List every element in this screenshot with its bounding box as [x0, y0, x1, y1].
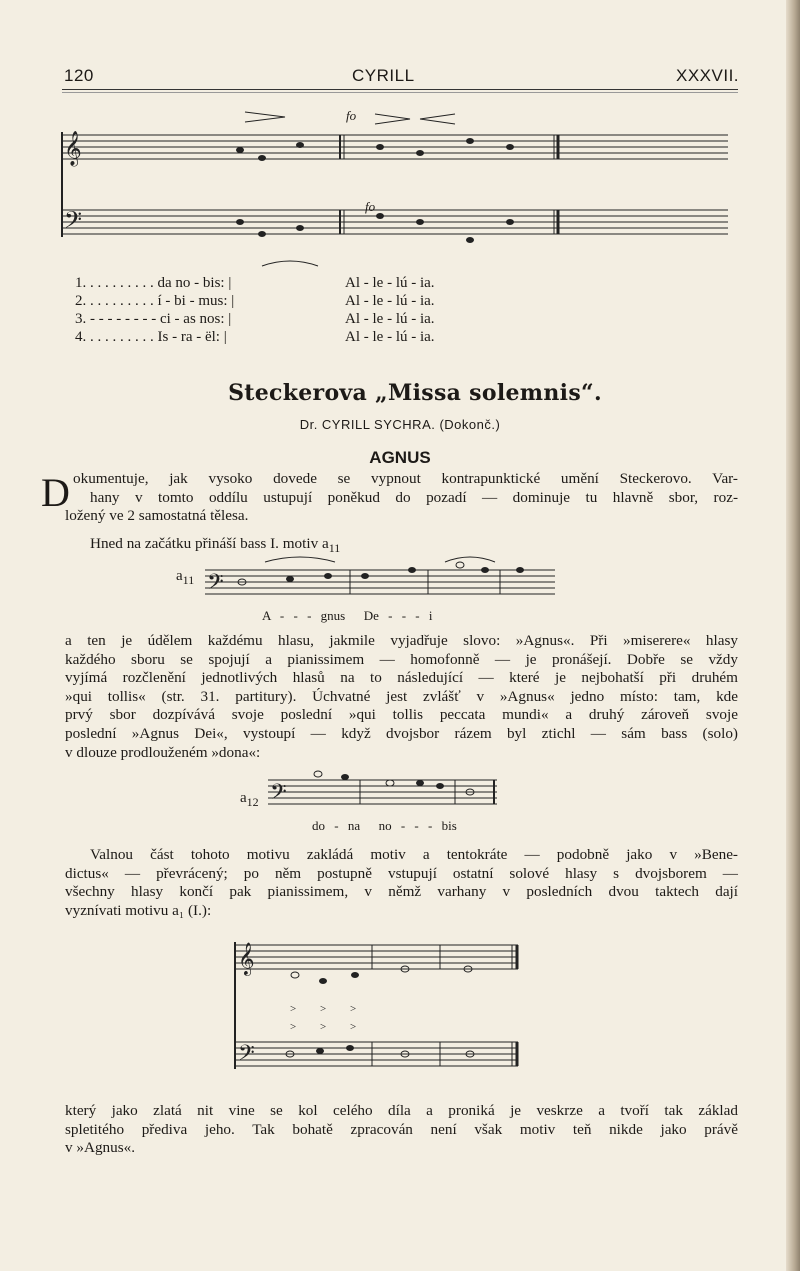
svg-text:>: >	[290, 1021, 297, 1033]
svg-text:𝄢: 𝄢	[270, 780, 287, 809]
verse-line-2: 2. . . . . . . . . . í - bi - mus: |	[75, 293, 235, 309]
verse-response-4: Al - le - lú - ia.	[345, 329, 435, 345]
verse-response-3: Al - le - lú - ia.	[345, 311, 435, 327]
text-line: všechny hlasy končí pak pianissimem, v němž varhany v posledních dvou taktech dají	[65, 883, 738, 901]
verse-line-3: 3. - - - - - - - - ci - as nos: |	[75, 311, 232, 327]
text-line: prvý sbor dozpívává svoje poslední »qui tollis peccata mundi« a druhý zároveň svoje	[65, 706, 738, 724]
text-line: Valnou část tohoto motivu zakládá motiv a tentokráte — podobně jako v »Bene-	[90, 846, 738, 863]
svg-text:>: >	[350, 1003, 357, 1015]
text-line: ložený ve 2 samostatná tělesa.	[65, 507, 249, 525]
text-line: který jako zlatá nit vine se kol celého díla a proniká je veskrze a tvoří tak základ	[65, 1102, 738, 1119]
svg-text:𝄢: 𝄢	[207, 570, 224, 599]
text-line: okumentuje, jak vysoko dovede se vypnout kontrapunktické umění Steckerovo. Var-	[73, 470, 738, 487]
page-number: 120	[64, 66, 94, 85]
article-title: Steckerova „Missa solemnis“.	[228, 380, 602, 406]
example-label-a11: $a_{11}$	[176, 568, 195, 587]
subscript: 11	[328, 541, 341, 556]
verse-response-2: Al - le - lú - ia.	[345, 293, 435, 309]
text-line: spletitého přediva jeho. Tak bohatě zpracován není však motiv teň nikde jako právě	[65, 1120, 738, 1138]
text-line: poslední »Agnus Dei«, vystoupí — když dvojsbor rázem byl ztichl — sám bass (solo)	[65, 724, 738, 742]
example-a12-lyrics: do - na no - - - bis	[312, 818, 457, 833]
verse-line-4: 4. . . . . . . . . . Is - ra - ël: |	[75, 329, 227, 345]
svg-text:>: >	[290, 1003, 297, 1015]
issue-number: XXXVII.	[676, 66, 740, 85]
verse-response-1: Al - le - lú - ia.	[345, 275, 435, 291]
paragraph-4	[65, 846, 738, 920]
drop-cap: D	[41, 470, 70, 515]
svg-text:𝄞: 𝄞	[238, 944, 255, 975]
example-label-a12: $a_{12}$	[240, 790, 259, 809]
text-line: »qui tollis« (str. 31. partitury). Úchvatné jest zvlášť v »Agnus« jedno místo: tam, kde	[65, 687, 738, 705]
svg-text:𝄢: 𝄢	[238, 1041, 255, 1070]
text: Hned na začátku přináší bass I. motiv a	[90, 535, 329, 552]
treble-clef-icon: 𝄞	[64, 132, 82, 165]
example-a11-lyrics: A - - - gnus De - - - i	[262, 608, 433, 623]
running-title: CYRILL	[352, 66, 415, 85]
paragraph-3	[65, 632, 738, 762]
text-line: hany v tomto oddílu ustupují poněkud do pozadí — dominuje tu hlavně sbor, roz-	[90, 488, 738, 506]
svg-text:>: >	[350, 1021, 357, 1033]
text-line: vyznívati motivu a₁ (I.):	[65, 901, 212, 919]
text-line: každého sboru se spojují a pianissimem — homofonně — je pronášejí. Dobře se vždy	[65, 650, 738, 668]
paragraph-1	[65, 470, 738, 526]
text-line: v dlouze prodlouženém »dona«:	[65, 743, 261, 761]
verse-line-1: 1. . . . . . . . . . da no - bis: |	[75, 275, 232, 291]
music-example-organ	[0, 930, 800, 1090]
paragraph-2	[90, 535, 763, 558]
dynamic-forte-top: fo	[346, 108, 357, 123]
text-line: v »Agnus«.	[65, 1139, 136, 1157]
text-line: vyjímá rozčlenění jednotlivých hlasů na to následující — které je nejbohatší při druhém	[65, 669, 738, 687]
paragraph-5	[65, 1102, 738, 1158]
bass-clef-icon: 𝄢	[64, 208, 83, 239]
article-byline: Dr. CYRILL SYCHRA. (Dokonč.)	[299, 417, 501, 432]
section-heading: AGNUS	[369, 448, 431, 467]
music-score-1	[0, 0, 800, 280]
text-line: a ten je údělem každému hlasu, jakmile vyjadřuje slovo: »Agnus«. Při »miserere« hlasy	[65, 632, 738, 649]
dynamic-forte-bottom: fo	[365, 199, 376, 214]
svg-text:>: >	[320, 1003, 327, 1015]
svg-text:>: >	[320, 1021, 327, 1033]
text-line: dictus« — převrácený; po něm postupně vstupují ostatní solové hlasy s dvojsborem —	[65, 864, 738, 882]
